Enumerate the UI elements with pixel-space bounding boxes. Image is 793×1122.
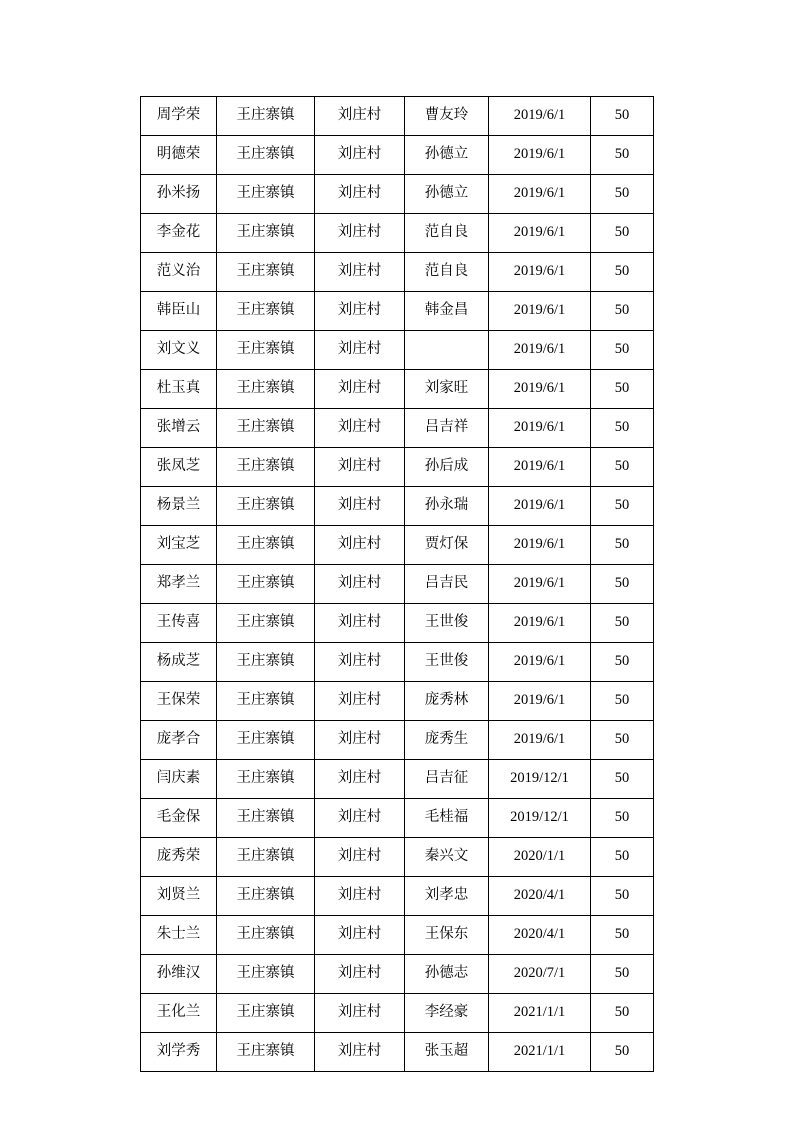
table-cell: 刘庄村: [315, 136, 405, 175]
table-cell: 范义治: [141, 253, 217, 292]
table-row: [141, 721, 654, 760]
table-cell: 孙德志: [405, 955, 489, 994]
table-cell: 2019/6/1: [489, 565, 591, 604]
table-cell: 50: [591, 760, 654, 799]
table-cell: 杨景兰: [141, 487, 217, 526]
table-cell: 刘庄村: [315, 409, 405, 448]
table-cell: 毛金保: [141, 799, 217, 838]
table-cell: 王化兰: [141, 994, 217, 1033]
table-cell: 王世俊: [405, 643, 489, 682]
table-cell: 2021/1/1: [489, 1033, 591, 1072]
table-cell: 郑孝兰: [141, 565, 217, 604]
table-cell: 王庄寨镇: [217, 292, 315, 331]
table-cell: 50: [591, 799, 654, 838]
table-cell: 50: [591, 487, 654, 526]
table-cell: 刘家旺: [405, 370, 489, 409]
table-cell: 王传喜: [141, 604, 217, 643]
table-cell: 2020/1/1: [489, 838, 591, 877]
table-cell: 50: [591, 136, 654, 175]
table-row: [141, 643, 654, 682]
table-cell: 王保东: [405, 916, 489, 955]
table-cell: 王庄寨镇: [217, 253, 315, 292]
table-cell: 王庄寨镇: [217, 604, 315, 643]
table-cell: 2019/6/1: [489, 721, 591, 760]
table-cell: 王庄寨镇: [217, 370, 315, 409]
table-cell: 庞秀林: [405, 682, 489, 721]
table-cell: 2019/6/1: [489, 604, 591, 643]
table-cell: 刘庄村: [315, 292, 405, 331]
table-row: [141, 526, 654, 565]
table-cell: 50: [591, 604, 654, 643]
table-cell: 王世俊: [405, 604, 489, 643]
table-cell: 王庄寨镇: [217, 565, 315, 604]
table-cell: 刘庄村: [315, 526, 405, 565]
table-cell: 王庄寨镇: [217, 994, 315, 1033]
table-cell: 50: [591, 643, 654, 682]
table-cell: 吕吉征: [405, 760, 489, 799]
table-cell: 王庄寨镇: [217, 97, 315, 136]
table-cell: 刘贤兰: [141, 877, 217, 916]
table-row: [141, 955, 654, 994]
table-cell: 2019/6/1: [489, 97, 591, 136]
table-cell: 王庄寨镇: [217, 175, 315, 214]
table-cell: 刘宝芝: [141, 526, 217, 565]
table-cell: 王庄寨镇: [217, 760, 315, 799]
table-cell: 刘庄村: [315, 760, 405, 799]
table-cell: 刘文义: [141, 331, 217, 370]
table-cell: 2019/6/1: [489, 253, 591, 292]
table-cell: 王庄寨镇: [217, 643, 315, 682]
table-cell: 杨成芝: [141, 643, 217, 682]
table-cell: 王庄寨镇: [217, 526, 315, 565]
table-cell: 王庄寨镇: [217, 214, 315, 253]
table-cell: 韩金昌: [405, 292, 489, 331]
table-cell: 2019/6/1: [489, 370, 591, 409]
table-cell: 孙维汉: [141, 955, 217, 994]
table-cell: 张凤芝: [141, 448, 217, 487]
table-row: [141, 760, 654, 799]
table-row: [141, 565, 654, 604]
table-cell: 50: [591, 448, 654, 487]
table-cell: 刘庄村: [315, 721, 405, 760]
table-cell: 周学荣: [141, 97, 217, 136]
table-row: [141, 253, 654, 292]
table-cell: 孙德立: [405, 136, 489, 175]
table-cell: 2021/1/1: [489, 994, 591, 1033]
table-cell: 2019/6/1: [489, 682, 591, 721]
table-row: [141, 838, 654, 877]
table-row: [141, 877, 654, 916]
table-cell: 刘庄村: [315, 994, 405, 1033]
table-cell: 50: [591, 526, 654, 565]
table-cell: 吕吉祥: [405, 409, 489, 448]
table-cell: 刘庄村: [315, 214, 405, 253]
table-cell: 王庄寨镇: [217, 877, 315, 916]
table-cell: 刘庄村: [315, 838, 405, 877]
table-cell: 2019/6/1: [489, 448, 591, 487]
table-cell: 2019/6/1: [489, 136, 591, 175]
table-cell: 王庄寨镇: [217, 136, 315, 175]
table-cell: 50: [591, 292, 654, 331]
table-cell: 秦兴文: [405, 838, 489, 877]
table-cell: 王庄寨镇: [217, 955, 315, 994]
table-cell: 50: [591, 175, 654, 214]
table-cell: 王庄寨镇: [217, 916, 315, 955]
table-cell: 王庄寨镇: [217, 1033, 315, 1072]
table-body: [141, 97, 654, 1072]
table-cell: 刘庄村: [315, 604, 405, 643]
table-cell: 2020/4/1: [489, 877, 591, 916]
table-cell: 明德荣: [141, 136, 217, 175]
table-row: [141, 292, 654, 331]
table-cell: 曹友玲: [405, 97, 489, 136]
table-cell: 50: [591, 877, 654, 916]
table-cell: 50: [591, 955, 654, 994]
table-cell: 2020/7/1: [489, 955, 591, 994]
table-cell: 50: [591, 721, 654, 760]
table-cell: 50: [591, 409, 654, 448]
table-cell: 王庄寨镇: [217, 448, 315, 487]
table-cell: 王庄寨镇: [217, 409, 315, 448]
table-cell: 刘庄村: [315, 799, 405, 838]
table-cell: 孙米扬: [141, 175, 217, 214]
table-cell: 50: [591, 370, 654, 409]
table-cell: 刘庄村: [315, 955, 405, 994]
table-cell: 张玉超: [405, 1033, 489, 1072]
data-table-container: [140, 96, 653, 1072]
table-cell: 王庄寨镇: [217, 721, 315, 760]
table-row: [141, 799, 654, 838]
table-cell: 刘学秀: [141, 1033, 217, 1072]
table-cell: 庞孝合: [141, 721, 217, 760]
table-cell: 孙德立: [405, 175, 489, 214]
table-row: [141, 136, 654, 175]
table-cell: 刘庄村: [315, 682, 405, 721]
table-cell: 刘庄村: [315, 331, 405, 370]
table-cell: 王保荣: [141, 682, 217, 721]
table-cell: 刘庄村: [315, 175, 405, 214]
table-cell: 50: [591, 253, 654, 292]
table-cell: 朱士兰: [141, 916, 217, 955]
table-cell: 刘庄村: [315, 370, 405, 409]
table-cell: 孙后成: [405, 448, 489, 487]
table-row: [141, 604, 654, 643]
table-cell: 王庄寨镇: [217, 682, 315, 721]
table-cell: 2019/6/1: [489, 643, 591, 682]
table-cell: 刘庄村: [315, 877, 405, 916]
table-cell: 王庄寨镇: [217, 487, 315, 526]
table-cell: 贾灯保: [405, 526, 489, 565]
table-cell: 2019/6/1: [489, 175, 591, 214]
table-cell: 吕吉民: [405, 565, 489, 604]
table-cell: 闫庆素: [141, 760, 217, 799]
table-cell: 2019/6/1: [489, 487, 591, 526]
table-cell: 2019/6/1: [489, 214, 591, 253]
table-cell: 刘孝忠: [405, 877, 489, 916]
table-cell: 范自良: [405, 214, 489, 253]
table-cell: 50: [591, 331, 654, 370]
table-cell: 50: [591, 994, 654, 1033]
table-cell: 范自良: [405, 253, 489, 292]
table-row: [141, 370, 654, 409]
table-row: [141, 97, 654, 136]
table-row: [141, 331, 654, 370]
table-cell: 50: [591, 682, 654, 721]
table-cell: 刘庄村: [315, 253, 405, 292]
table-row: [141, 409, 654, 448]
table-row: [141, 916, 654, 955]
table-cell: 2019/12/1: [489, 760, 591, 799]
table-cell: 刘庄村: [315, 448, 405, 487]
table-row: [141, 994, 654, 1033]
table-cell: 庞秀生: [405, 721, 489, 760]
table-cell: 庞秀荣: [141, 838, 217, 877]
table-row: [141, 1033, 654, 1072]
table-row: [141, 214, 654, 253]
table-row: [141, 487, 654, 526]
table-cell: 50: [591, 97, 654, 136]
table-cell: 2019/6/1: [489, 409, 591, 448]
table-cell: 刘庄村: [315, 565, 405, 604]
table-row: [141, 175, 654, 214]
table-cell: 50: [591, 838, 654, 877]
table-cell: 50: [591, 214, 654, 253]
table-cell: 50: [591, 916, 654, 955]
table-cell: 2019/6/1: [489, 526, 591, 565]
table-cell: 毛桂福: [405, 799, 489, 838]
table-cell: 2019/12/1: [489, 799, 591, 838]
table-cell: 2020/4/1: [489, 916, 591, 955]
table-row: [141, 448, 654, 487]
table-cell: 李经豪: [405, 994, 489, 1033]
table-cell: 刘庄村: [315, 916, 405, 955]
table-row: [141, 682, 654, 721]
table-cell: 张增云: [141, 409, 217, 448]
table-cell: 杜玉真: [141, 370, 217, 409]
table-cell: 刘庄村: [315, 487, 405, 526]
table-cell: 刘庄村: [315, 643, 405, 682]
table-cell: 2019/6/1: [489, 292, 591, 331]
table-cell: 孙永瑞: [405, 487, 489, 526]
data-table: [140, 96, 654, 1072]
table-cell: [405, 331, 489, 370]
table-cell: 李金花: [141, 214, 217, 253]
table-cell: 王庄寨镇: [217, 799, 315, 838]
table-cell: 王庄寨镇: [217, 838, 315, 877]
table-cell: 刘庄村: [315, 97, 405, 136]
table-cell: 2019/6/1: [489, 331, 591, 370]
table-cell: 50: [591, 565, 654, 604]
table-cell: 韩臣山: [141, 292, 217, 331]
table-cell: 王庄寨镇: [217, 331, 315, 370]
table-cell: 50: [591, 1033, 654, 1072]
table-cell: 刘庄村: [315, 1033, 405, 1072]
